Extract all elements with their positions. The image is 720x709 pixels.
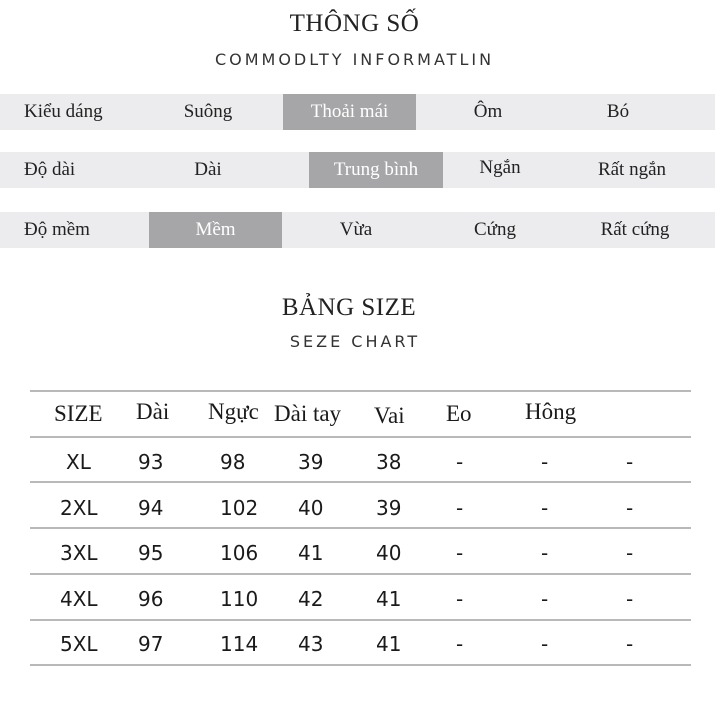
cell-chest: 98 (220, 450, 246, 474)
table-rule (30, 481, 691, 483)
attribute-label: Kiểu dáng (24, 101, 103, 122)
option-ngan: Ngắn (479, 157, 521, 178)
option-rat-ngan: Rất ngắn (597, 159, 667, 180)
cell-length: 95 (138, 541, 164, 565)
table-rule (30, 527, 691, 529)
table-rule (30, 436, 691, 438)
attribute-label: Độ dài (24, 159, 76, 180)
spec-subtitle: COMMODLTY INFORMATLIN (214, 50, 495, 69)
cell-length: 93 (138, 450, 164, 474)
cell-sleeve-length: 41 (298, 541, 324, 565)
option-om: Ôm (473, 101, 503, 122)
cell-length: 96 (138, 587, 164, 611)
cell-length: 97 (138, 632, 164, 656)
cell-hip: - (541, 587, 549, 611)
cell-shoulder: 39 (376, 496, 402, 520)
cell-size: 2XL (60, 496, 98, 520)
header-size: SIZE (54, 401, 103, 426)
option-vua: Vừa (339, 219, 373, 240)
cell-extra: - (626, 541, 634, 565)
header-hip: Hông (525, 399, 577, 424)
attribute-row-style (0, 94, 715, 130)
attribute-row-length (0, 152, 715, 188)
option-mem-selected: Mềm (149, 212, 282, 248)
header-length: Dài (136, 399, 170, 424)
cell-sleeve-length: 40 (298, 496, 324, 520)
cell-chest: 110 (220, 587, 259, 611)
cell-hip: - (541, 450, 549, 474)
cell-waist: - (456, 587, 464, 611)
attribute-label: Độ mềm (24, 219, 90, 240)
spec-title: THÔNG SỐ (289, 10, 420, 37)
table-rule (30, 573, 691, 575)
cell-waist: - (456, 541, 464, 565)
cell-size: 4XL (60, 587, 98, 611)
option-thoai-mai-selected: Thoải mái (283, 94, 416, 130)
header-chest: Ngực (208, 399, 259, 424)
cell-size: XL (66, 450, 91, 474)
header-waist: Eo (446, 401, 472, 426)
cell-sleeve-length: 43 (298, 632, 324, 656)
table-rule (30, 390, 691, 392)
cell-hip: - (541, 541, 549, 565)
cell-shoulder: 40 (376, 541, 402, 565)
option-cung: Cứng (474, 219, 516, 240)
table-rule (30, 619, 691, 621)
option-suong: Suông (183, 101, 233, 122)
cell-extra: - (626, 587, 634, 611)
cell-extra: - (626, 632, 634, 656)
cell-shoulder: 41 (376, 587, 402, 611)
cell-waist: - (456, 496, 464, 520)
option-trung-binh-selected: Trung bình (309, 152, 443, 188)
cell-chest: 114 (220, 632, 259, 656)
cell-extra: - (626, 450, 634, 474)
option-bo: Bó (606, 101, 630, 122)
cell-size: 5XL (60, 632, 98, 656)
cell-waist: - (456, 450, 464, 474)
option-dai: Dài (194, 159, 222, 180)
cell-extra: - (626, 496, 634, 520)
header-shoulder: Vai (374, 403, 405, 428)
table-rule (30, 664, 691, 666)
size-chart-title: BẢNG SIZE (281, 294, 417, 321)
cell-waist: - (456, 632, 464, 656)
cell-shoulder: 38 (376, 450, 402, 474)
cell-size: 3XL (60, 541, 98, 565)
cell-sleeve-length: 42 (298, 587, 324, 611)
cell-shoulder: 41 (376, 632, 402, 656)
cell-length: 94 (138, 496, 164, 520)
cell-sleeve-length: 39 (298, 450, 324, 474)
cell-chest: 102 (220, 496, 259, 520)
header-sleeve-length: Dài tay (274, 401, 342, 426)
cell-chest: 106 (220, 541, 259, 565)
size-chart-subtitle: SEZE CHART (289, 332, 421, 351)
option-rat-cung: Rất cứng (600, 219, 670, 240)
cell-hip: - (541, 632, 549, 656)
cell-hip: - (541, 496, 549, 520)
attribute-row-softness (0, 212, 715, 248)
